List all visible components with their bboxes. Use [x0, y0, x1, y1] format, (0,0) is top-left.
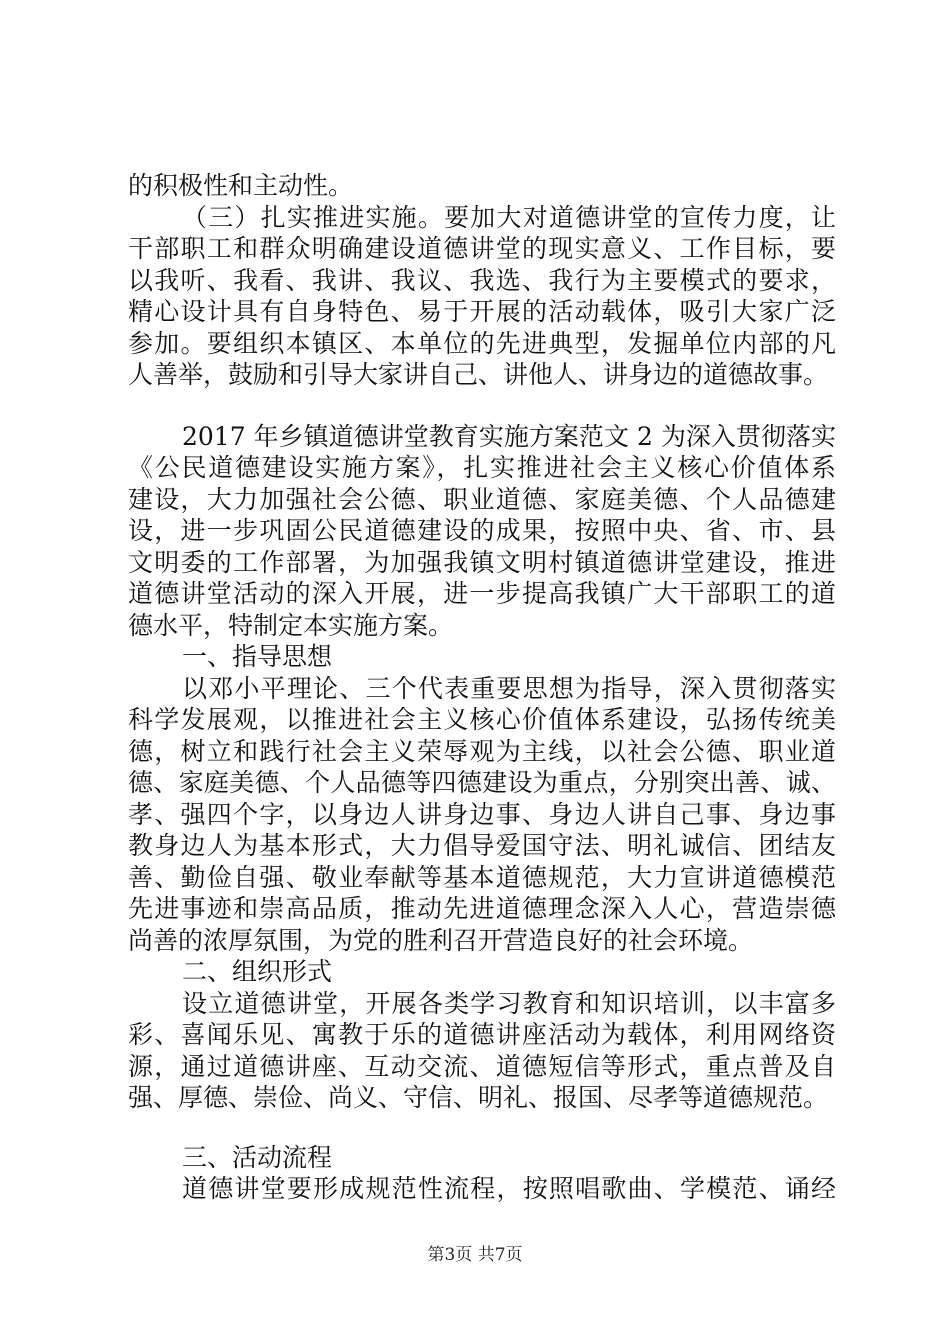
text-line: 的积极性和主动性。 [128, 171, 354, 200]
text-line: 建设，大力加强社会公德、职业道德、家庭美德、个人品德建 [128, 484, 836, 514]
text-line: 设立道德讲堂，开展各类学习教育和知识培训，以丰富多 [182, 988, 836, 1018]
text-line: 孝、强四个字，以身边人讲身边事、身边人讲自己事、身边事 [128, 799, 836, 829]
text-line: 强、厚德、崇俭、尚义、守信、明礼、报国、尽孝等道德规范。 [128, 1083, 829, 1112]
paragraph-intro [128, 421, 836, 642]
document-body [128, 170, 836, 1205]
text-line: 德、家庭美德、个人品德等四德建设为重点，分别突出善、诚、 [128, 768, 836, 797]
text-line: 道德讲堂活动的深入开展，进一步提高我镇广大干部职工的道 [128, 579, 836, 608]
text-line: 彩、喜闻乐见、寓教于乐的道德讲座活动为载体，利用网络资 [128, 1020, 836, 1049]
text-line: 善、勤俭自强、敬业奉献等基本道德规范，大力宣讲道德模范 [128, 862, 836, 892]
paragraph-activity-flow [128, 1173, 836, 1205]
text-line: 科学发展观，以推进社会主义核心价值体系建设，弘扬传统美 [128, 705, 836, 734]
text-line: 道德讲堂要形成规范性流程，按照唱歌曲、学模范、诵经 [182, 1174, 836, 1203]
paragraph-guiding-ideology [128, 673, 836, 957]
text-line: 《公民道德建设实施方案》，扎实推进社会主义核心价值体系 [128, 453, 836, 482]
text-line: 2017 年乡镇道德讲堂教育实施方案范文 2 为深入贯彻落实 [182, 421, 836, 451]
text-line: 设，进一步巩固公民道德建设的成果，按照中央、省、市、县 [128, 516, 836, 545]
text-line: 教身边人为基本形式，大力倡导爱国守法、明礼诚信、团结友 [128, 831, 836, 860]
text-line: 人善举，鼓励和引导大家讲自己、讲他人、讲身边的道德故事。 [128, 360, 829, 389]
section-heading-activity-flow: 三、活动流程 [182, 1142, 333, 1172]
text-line: 干部职工和群众明确建设道德讲堂的现实意义、工作目标，要 [128, 234, 836, 263]
paragraph-continuation [128, 170, 836, 202]
paragraph-gap [128, 1114, 836, 1142]
section-heading-guiding-ideology: 一、指导思想 [182, 642, 333, 671]
text-line: 先进事迹和崇高品质，推动先进道德理念深入人心，营造崇德 [128, 894, 836, 923]
text-line: 参加。要组织本镇区、本单位的先进典型，发掘单位内部的凡 [128, 328, 836, 358]
section-heading-organization-form: 二、组织形式 [182, 957, 333, 986]
text-line: 尚善的浓厚氛围，为党的胜利召开营造良好的社会环境。 [128, 925, 754, 955]
text-line: 以邓小平理论、三个代表重要思想为指导，深入贯彻落实 [182, 673, 836, 703]
text-line: 源，通过道德讲座、互动交流、道德短信等形式，重点普及自 [128, 1051, 836, 1081]
paragraph-implementation [128, 202, 836, 391]
page-number-footer: 第3页 共7页 [427, 1245, 523, 1265]
paragraph-organization-form [128, 988, 836, 1114]
text-line: 德水平，特制定本实施方案。 [128, 610, 454, 640]
text-line: 德，树立和践行社会主义荣辱观为主线，以社会公德、职业道 [128, 736, 836, 766]
text-line: （三）扎实推进实施。要加大对道德讲堂的宣传力度，让 [182, 202, 836, 232]
paragraph-gap [128, 391, 836, 421]
text-line: 精心设计具有自身特色、易于开展的活动载体，吸引大家广泛 [128, 297, 836, 326]
text-line: 文明委的工作部署，为加强我镇文明村镇道德讲堂建设，推进 [128, 547, 836, 577]
text-line: 以我听、我看、我讲、我议、我选、我行为主要模式的要求， [128, 265, 836, 295]
